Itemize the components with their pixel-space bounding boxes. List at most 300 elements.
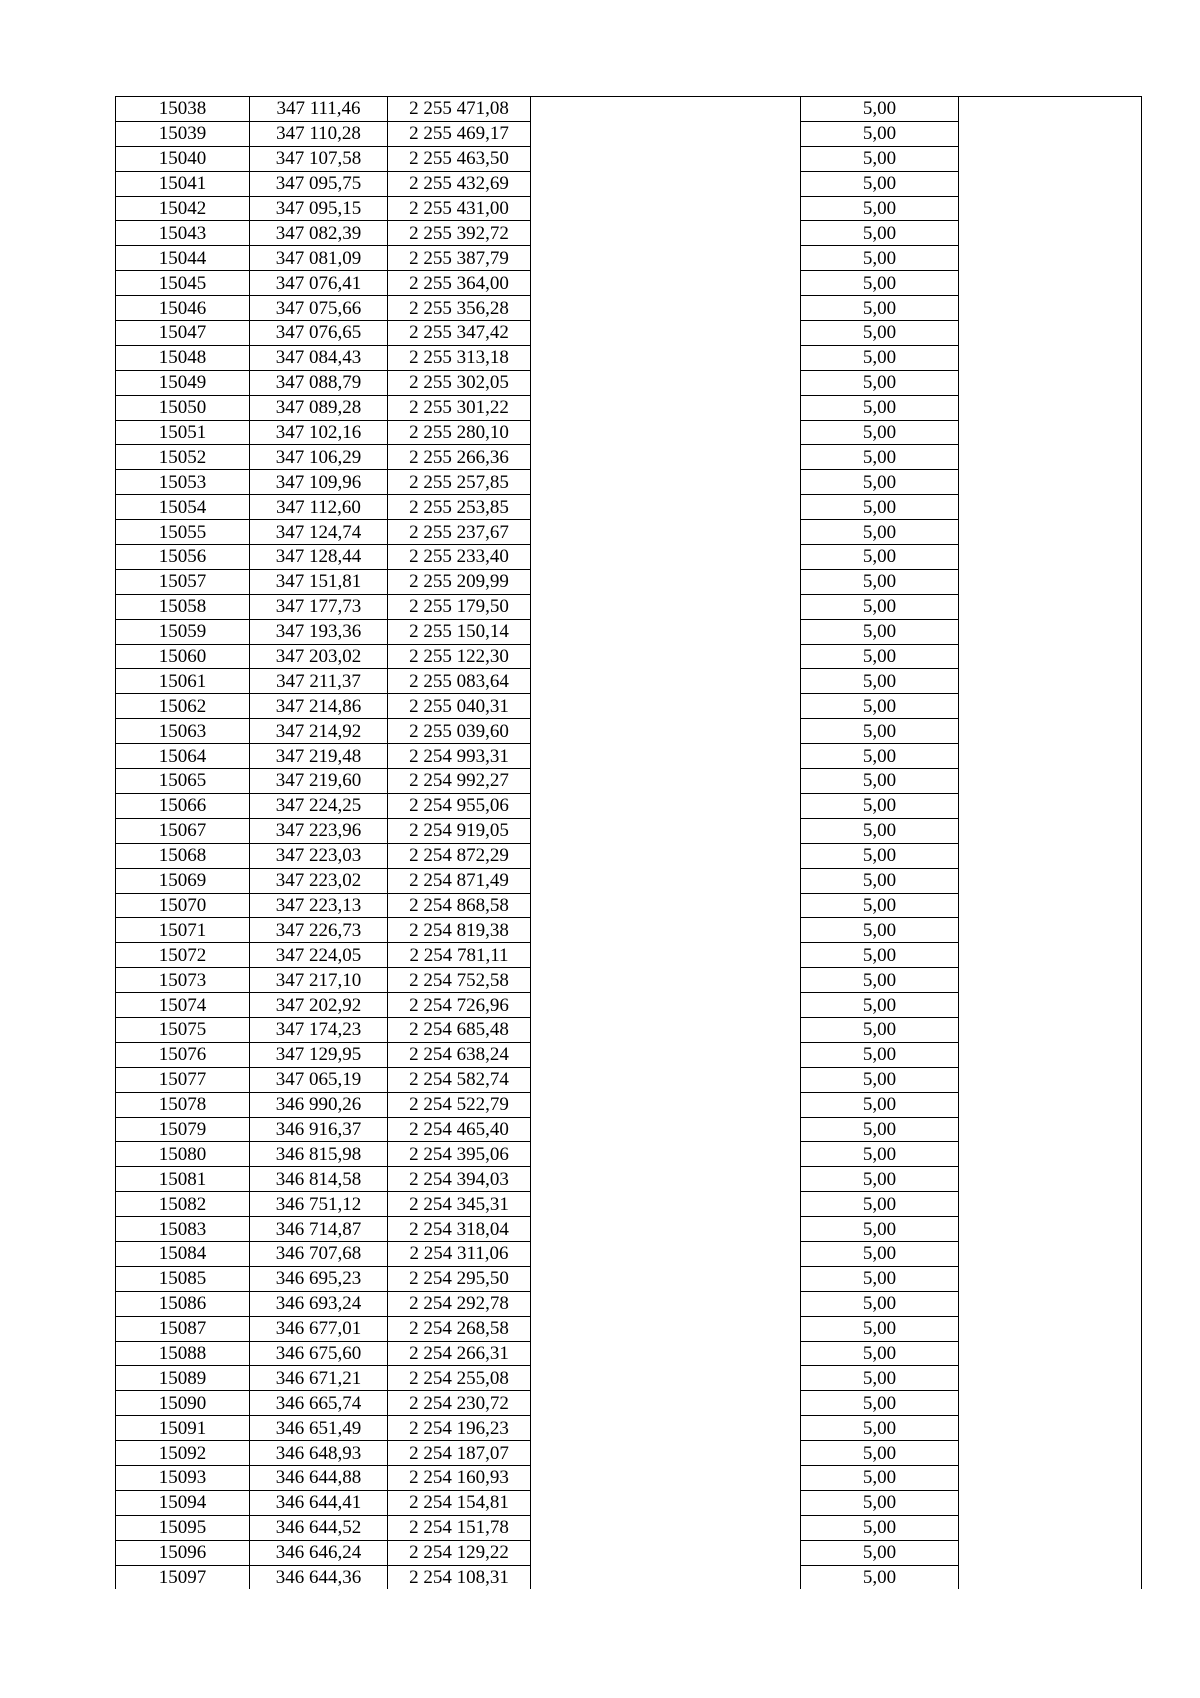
x-coordinate-cell: 347 081,09 <box>250 246 388 271</box>
y-coordinate-cell: 2 255 392,72 <box>388 221 531 246</box>
y-coordinate-cell: 2 254 154,81 <box>388 1490 531 1515</box>
value-cell: 5,00 <box>801 1017 959 1042</box>
last-cell <box>959 993 1142 1018</box>
x-coordinate-cell: 347 219,60 <box>250 769 388 794</box>
last-cell <box>959 719 1142 744</box>
value-cell: 5,00 <box>801 769 959 794</box>
value-cell: 5,00 <box>801 321 959 346</box>
y-coordinate-cell: 2 254 292,78 <box>388 1291 531 1316</box>
table-row <box>116 321 1142 346</box>
blank-cell <box>531 470 801 495</box>
table-row <box>116 569 1142 594</box>
blank-cell <box>531 968 801 993</box>
point-number-cell: 15057 <box>116 569 250 594</box>
last-cell <box>959 445 1142 470</box>
table-row <box>116 246 1142 271</box>
table-row <box>116 793 1142 818</box>
y-coordinate-cell: 2 254 726,96 <box>388 993 531 1018</box>
x-coordinate-cell: 347 107,58 <box>250 146 388 171</box>
blank-cell <box>531 1316 801 1341</box>
y-coordinate-cell: 2 255 313,18 <box>388 345 531 370</box>
last-cell <box>959 1565 1142 1589</box>
y-coordinate-cell: 2 254 872,29 <box>388 843 531 868</box>
x-coordinate-cell: 347 223,96 <box>250 818 388 843</box>
x-coordinate-cell: 346 695,23 <box>250 1266 388 1291</box>
last-cell <box>959 968 1142 993</box>
y-coordinate-cell: 2 255 471,08 <box>388 97 531 122</box>
blank-cell <box>531 196 801 221</box>
last-cell <box>959 868 1142 893</box>
x-coordinate-cell: 347 129,95 <box>250 1042 388 1067</box>
last-cell <box>959 1515 1142 1540</box>
table-row <box>116 1042 1142 1067</box>
table-row <box>116 1067 1142 1092</box>
last-cell <box>959 246 1142 271</box>
last-cell <box>959 395 1142 420</box>
blank-cell <box>531 1565 801 1589</box>
last-cell <box>959 345 1142 370</box>
blank-cell <box>531 1540 801 1565</box>
value-cell: 5,00 <box>801 395 959 420</box>
point-number-cell: 15040 <box>116 146 250 171</box>
last-cell <box>959 893 1142 918</box>
table-row <box>116 1017 1142 1042</box>
x-coordinate-cell: 346 644,88 <box>250 1465 388 1490</box>
blank-cell <box>531 395 801 420</box>
point-number-cell: 15084 <box>116 1241 250 1266</box>
blank-cell <box>531 818 801 843</box>
point-number-cell: 15078 <box>116 1092 250 1117</box>
point-number-cell: 15055 <box>116 520 250 545</box>
last-cell <box>959 370 1142 395</box>
x-coordinate-cell: 347 203,02 <box>250 644 388 669</box>
last-cell <box>959 545 1142 570</box>
value-cell: 5,00 <box>801 1391 959 1416</box>
y-coordinate-cell: 2 255 301,22 <box>388 395 531 420</box>
last-cell <box>959 470 1142 495</box>
value-cell: 5,00 <box>801 594 959 619</box>
x-coordinate-cell: 347 109,96 <box>250 470 388 495</box>
blank-cell <box>531 918 801 943</box>
last-cell <box>959 97 1142 122</box>
point-number-cell: 15080 <box>116 1142 250 1167</box>
value-cell: 5,00 <box>801 545 959 570</box>
blank-cell <box>531 1067 801 1092</box>
y-coordinate-cell: 2 255 302,05 <box>388 370 531 395</box>
table-row <box>116 495 1142 520</box>
blank-cell <box>531 669 801 694</box>
blank-cell <box>531 893 801 918</box>
x-coordinate-cell: 347 217,10 <box>250 968 388 993</box>
value-cell: 5,00 <box>801 1291 959 1316</box>
point-number-cell: 15050 <box>116 395 250 420</box>
y-coordinate-cell: 2 255 179,50 <box>388 594 531 619</box>
value-cell: 5,00 <box>801 495 959 520</box>
x-coordinate-cell: 347 102,16 <box>250 420 388 445</box>
y-coordinate-cell: 2 255 356,28 <box>388 296 531 321</box>
blank-cell <box>531 345 801 370</box>
x-coordinate-cell: 347 082,39 <box>250 221 388 246</box>
point-number-cell: 15087 <box>116 1316 250 1341</box>
last-cell <box>959 321 1142 346</box>
point-number-cell: 15082 <box>116 1192 250 1217</box>
point-number-cell: 15054 <box>116 495 250 520</box>
y-coordinate-cell: 2 254 781,11 <box>388 943 531 968</box>
last-cell <box>959 744 1142 769</box>
x-coordinate-cell: 346 675,60 <box>250 1341 388 1366</box>
point-number-cell: 15043 <box>116 221 250 246</box>
point-number-cell: 15046 <box>116 296 250 321</box>
x-coordinate-cell: 347 223,03 <box>250 843 388 868</box>
point-number-cell: 15075 <box>116 1017 250 1042</box>
y-coordinate-cell: 2 254 160,93 <box>388 1465 531 1490</box>
value-cell: 5,00 <box>801 370 959 395</box>
y-coordinate-cell: 2 255 040,31 <box>388 694 531 719</box>
last-cell <box>959 520 1142 545</box>
x-coordinate-cell: 347 223,02 <box>250 868 388 893</box>
last-cell <box>959 918 1142 943</box>
point-number-cell: 15062 <box>116 694 250 719</box>
point-number-cell: 15079 <box>116 1117 250 1142</box>
point-number-cell: 15083 <box>116 1217 250 1242</box>
last-cell <box>959 1540 1142 1565</box>
value-cell: 5,00 <box>801 1565 959 1589</box>
table-row <box>116 1266 1142 1291</box>
blank-cell <box>531 1441 801 1466</box>
blank-cell <box>531 1217 801 1242</box>
blank-cell <box>531 495 801 520</box>
y-coordinate-cell: 2 254 151,78 <box>388 1515 531 1540</box>
table-row <box>116 1142 1142 1167</box>
value-cell: 5,00 <box>801 1241 959 1266</box>
y-coordinate-cell: 2 255 209,99 <box>388 569 531 594</box>
point-number-cell: 15069 <box>116 868 250 893</box>
table-row <box>116 1167 1142 1192</box>
table-row <box>116 1540 1142 1565</box>
x-coordinate-cell: 347 151,81 <box>250 569 388 594</box>
table-row <box>116 1391 1142 1416</box>
x-coordinate-cell: 347 224,05 <box>250 943 388 968</box>
value-cell: 5,00 <box>801 644 959 669</box>
last-cell <box>959 1366 1142 1391</box>
x-coordinate-cell: 347 223,13 <box>250 893 388 918</box>
y-coordinate-cell: 2 255 253,85 <box>388 495 531 520</box>
table-row <box>116 843 1142 868</box>
value-cell: 5,00 <box>801 1515 959 1540</box>
x-coordinate-cell: 346 916,37 <box>250 1117 388 1142</box>
last-cell <box>959 420 1142 445</box>
blank-cell <box>531 594 801 619</box>
last-cell <box>959 1391 1142 1416</box>
y-coordinate-cell: 2 254 187,07 <box>388 1441 531 1466</box>
last-cell <box>959 1017 1142 1042</box>
last-cell <box>959 495 1142 520</box>
blank-cell <box>531 619 801 644</box>
point-number-cell: 15064 <box>116 744 250 769</box>
x-coordinate-cell: 347 076,41 <box>250 271 388 296</box>
y-coordinate-cell: 2 254 129,22 <box>388 1540 531 1565</box>
blank-cell <box>531 993 801 1018</box>
table-row <box>116 1416 1142 1441</box>
blank-cell <box>531 843 801 868</box>
table-row <box>116 1515 1142 1540</box>
point-number-cell: 15053 <box>116 470 250 495</box>
y-coordinate-cell: 2 254 266,31 <box>388 1341 531 1366</box>
value-cell: 5,00 <box>801 719 959 744</box>
table-row <box>116 221 1142 246</box>
x-coordinate-cell: 346 644,41 <box>250 1490 388 1515</box>
y-coordinate-cell: 2 255 237,67 <box>388 520 531 545</box>
table-row <box>116 171 1142 196</box>
table-row <box>116 445 1142 470</box>
value-cell: 5,00 <box>801 1316 959 1341</box>
table-row <box>116 1465 1142 1490</box>
y-coordinate-cell: 2 254 993,31 <box>388 744 531 769</box>
last-cell <box>959 818 1142 843</box>
x-coordinate-cell: 347 095,75 <box>250 171 388 196</box>
x-coordinate-cell: 347 226,73 <box>250 918 388 943</box>
y-coordinate-cell: 2 255 387,79 <box>388 246 531 271</box>
table-row <box>116 769 1142 794</box>
point-number-cell: 15077 <box>116 1067 250 1092</box>
value-cell: 5,00 <box>801 146 959 171</box>
blank-cell <box>531 1490 801 1515</box>
point-number-cell: 15066 <box>116 793 250 818</box>
last-cell <box>959 793 1142 818</box>
x-coordinate-cell: 347 128,44 <box>250 545 388 570</box>
blank-cell <box>531 868 801 893</box>
last-cell <box>959 1465 1142 1490</box>
y-coordinate-cell: 2 255 083,64 <box>388 669 531 694</box>
point-number-cell: 15070 <box>116 893 250 918</box>
x-coordinate-cell: 347 112,60 <box>250 495 388 520</box>
blank-cell <box>531 694 801 719</box>
blank-cell <box>531 420 801 445</box>
point-number-cell: 15049 <box>116 370 250 395</box>
last-cell <box>959 694 1142 719</box>
last-cell <box>959 1192 1142 1217</box>
point-number-cell: 15060 <box>116 644 250 669</box>
point-number-cell: 15061 <box>116 669 250 694</box>
last-cell <box>959 1117 1142 1142</box>
last-cell <box>959 271 1142 296</box>
y-coordinate-cell: 2 254 318,04 <box>388 1217 531 1242</box>
value-cell: 5,00 <box>801 271 959 296</box>
blank-cell <box>531 1366 801 1391</box>
x-coordinate-cell: 346 814,58 <box>250 1167 388 1192</box>
blank-cell <box>531 1042 801 1067</box>
x-coordinate-cell: 347 106,29 <box>250 445 388 470</box>
y-coordinate-cell: 2 254 992,27 <box>388 769 531 794</box>
y-coordinate-cell: 2 254 522,79 <box>388 1092 531 1117</box>
last-cell <box>959 1316 1142 1341</box>
value-cell: 5,00 <box>801 694 959 719</box>
point-number-cell: 15071 <box>116 918 250 943</box>
table-row <box>116 146 1142 171</box>
y-coordinate-cell: 2 254 196,23 <box>388 1416 531 1441</box>
blank-cell <box>531 171 801 196</box>
point-number-cell: 15081 <box>116 1167 250 1192</box>
x-coordinate-cell: 347 193,36 <box>250 619 388 644</box>
x-coordinate-cell: 347 110,28 <box>250 121 388 146</box>
table-body <box>116 97 1142 1590</box>
table-row <box>116 694 1142 719</box>
last-cell <box>959 594 1142 619</box>
table-row <box>116 196 1142 221</box>
value-cell: 5,00 <box>801 818 959 843</box>
x-coordinate-cell: 347 088,79 <box>250 370 388 395</box>
value-cell: 5,00 <box>801 445 959 470</box>
blank-cell <box>531 271 801 296</box>
value-cell: 5,00 <box>801 843 959 868</box>
x-coordinate-cell: 346 644,36 <box>250 1565 388 1589</box>
last-cell <box>959 1142 1142 1167</box>
point-number-cell: 15044 <box>116 246 250 271</box>
table-row <box>116 918 1142 943</box>
table-row <box>116 644 1142 669</box>
table-row <box>116 868 1142 893</box>
table-row <box>116 1117 1142 1142</box>
x-coordinate-cell: 347 076,65 <box>250 321 388 346</box>
blank-cell <box>531 1142 801 1167</box>
y-coordinate-cell: 2 254 582,74 <box>388 1067 531 1092</box>
blank-cell <box>531 545 801 570</box>
y-coordinate-cell: 2 255 463,50 <box>388 146 531 171</box>
value-cell: 5,00 <box>801 1217 959 1242</box>
y-coordinate-cell: 2 255 431,00 <box>388 196 531 221</box>
x-coordinate-cell: 346 815,98 <box>250 1142 388 1167</box>
value-cell: 5,00 <box>801 1167 959 1192</box>
point-number-cell: 15045 <box>116 271 250 296</box>
value-cell: 5,00 <box>801 1266 959 1291</box>
last-cell <box>959 619 1142 644</box>
value-cell: 5,00 <box>801 868 959 893</box>
last-cell <box>959 196 1142 221</box>
blank-cell <box>531 1017 801 1042</box>
point-number-cell: 15065 <box>116 769 250 794</box>
blank-cell <box>531 97 801 122</box>
point-number-cell: 15091 <box>116 1416 250 1441</box>
x-coordinate-cell: 346 693,24 <box>250 1291 388 1316</box>
y-coordinate-cell: 2 254 255,08 <box>388 1366 531 1391</box>
y-coordinate-cell: 2 254 295,50 <box>388 1266 531 1291</box>
y-coordinate-cell: 2 254 394,03 <box>388 1167 531 1192</box>
blank-cell <box>531 1391 801 1416</box>
table-row <box>116 97 1142 122</box>
value-cell: 5,00 <box>801 1142 959 1167</box>
value-cell: 5,00 <box>801 196 959 221</box>
last-cell <box>959 1291 1142 1316</box>
x-coordinate-cell: 346 665,74 <box>250 1391 388 1416</box>
x-coordinate-cell: 347 174,23 <box>250 1017 388 1042</box>
last-cell <box>959 943 1142 968</box>
table-row <box>116 121 1142 146</box>
table-row <box>116 968 1142 993</box>
blank-cell <box>531 1291 801 1316</box>
point-number-cell: 15086 <box>116 1291 250 1316</box>
blank-cell <box>531 1167 801 1192</box>
x-coordinate-cell: 346 646,24 <box>250 1540 388 1565</box>
point-number-cell: 15059 <box>116 619 250 644</box>
value-cell: 5,00 <box>801 1341 959 1366</box>
table-row <box>116 744 1142 769</box>
point-number-cell: 15076 <box>116 1042 250 1067</box>
table-row <box>116 1316 1142 1341</box>
value-cell: 5,00 <box>801 221 959 246</box>
y-coordinate-cell: 2 254 752,58 <box>388 968 531 993</box>
table-row <box>116 470 1142 495</box>
y-coordinate-cell: 2 254 871,49 <box>388 868 531 893</box>
y-coordinate-cell: 2 254 345,31 <box>388 1192 531 1217</box>
blank-cell <box>531 644 801 669</box>
y-coordinate-cell: 2 254 395,06 <box>388 1142 531 1167</box>
table-row <box>116 719 1142 744</box>
last-cell <box>959 1042 1142 1067</box>
blank-cell <box>531 1117 801 1142</box>
point-number-cell: 15047 <box>116 321 250 346</box>
x-coordinate-cell: 347 224,25 <box>250 793 388 818</box>
point-number-cell: 15058 <box>116 594 250 619</box>
table-row <box>116 1341 1142 1366</box>
value-cell: 5,00 <box>801 619 959 644</box>
value-cell: 5,00 <box>801 993 959 1018</box>
table-row <box>116 993 1142 1018</box>
value-cell: 5,00 <box>801 918 959 943</box>
blank-cell <box>531 793 801 818</box>
value-cell: 5,00 <box>801 1441 959 1466</box>
table-row <box>116 420 1142 445</box>
point-number-cell: 15090 <box>116 1391 250 1416</box>
last-cell <box>959 569 1142 594</box>
value-cell: 5,00 <box>801 1416 959 1441</box>
x-coordinate-cell: 346 751,12 <box>250 1192 388 1217</box>
x-coordinate-cell: 347 065,19 <box>250 1067 388 1092</box>
value-cell: 5,00 <box>801 1490 959 1515</box>
coordinates-table <box>115 96 1142 1589</box>
y-coordinate-cell: 2 254 311,06 <box>388 1241 531 1266</box>
table-row <box>116 271 1142 296</box>
point-number-cell: 15052 <box>116 445 250 470</box>
value-cell: 5,00 <box>801 97 959 122</box>
last-cell <box>959 1092 1142 1117</box>
point-number-cell: 15074 <box>116 993 250 1018</box>
value-cell: 5,00 <box>801 246 959 271</box>
blank-cell <box>531 744 801 769</box>
blank-cell <box>531 520 801 545</box>
y-coordinate-cell: 2 254 868,58 <box>388 893 531 918</box>
last-cell <box>959 1341 1142 1366</box>
x-coordinate-cell: 346 671,21 <box>250 1366 388 1391</box>
x-coordinate-cell: 347 111,46 <box>250 97 388 122</box>
table-row <box>116 619 1142 644</box>
last-cell <box>959 1441 1142 1466</box>
value-cell: 5,00 <box>801 520 959 545</box>
y-coordinate-cell: 2 255 122,30 <box>388 644 531 669</box>
blank-cell <box>531 296 801 321</box>
last-cell <box>959 1241 1142 1266</box>
value-cell: 5,00 <box>801 669 959 694</box>
point-number-cell: 15056 <box>116 545 250 570</box>
point-number-cell: 15088 <box>116 1341 250 1366</box>
point-number-cell: 15073 <box>116 968 250 993</box>
value-cell: 5,00 <box>801 121 959 146</box>
blank-cell <box>531 569 801 594</box>
table-row <box>116 1565 1142 1589</box>
last-cell <box>959 1490 1142 1515</box>
x-coordinate-cell: 346 644,52 <box>250 1515 388 1540</box>
point-number-cell: 15072 <box>116 943 250 968</box>
y-coordinate-cell: 2 254 955,06 <box>388 793 531 818</box>
